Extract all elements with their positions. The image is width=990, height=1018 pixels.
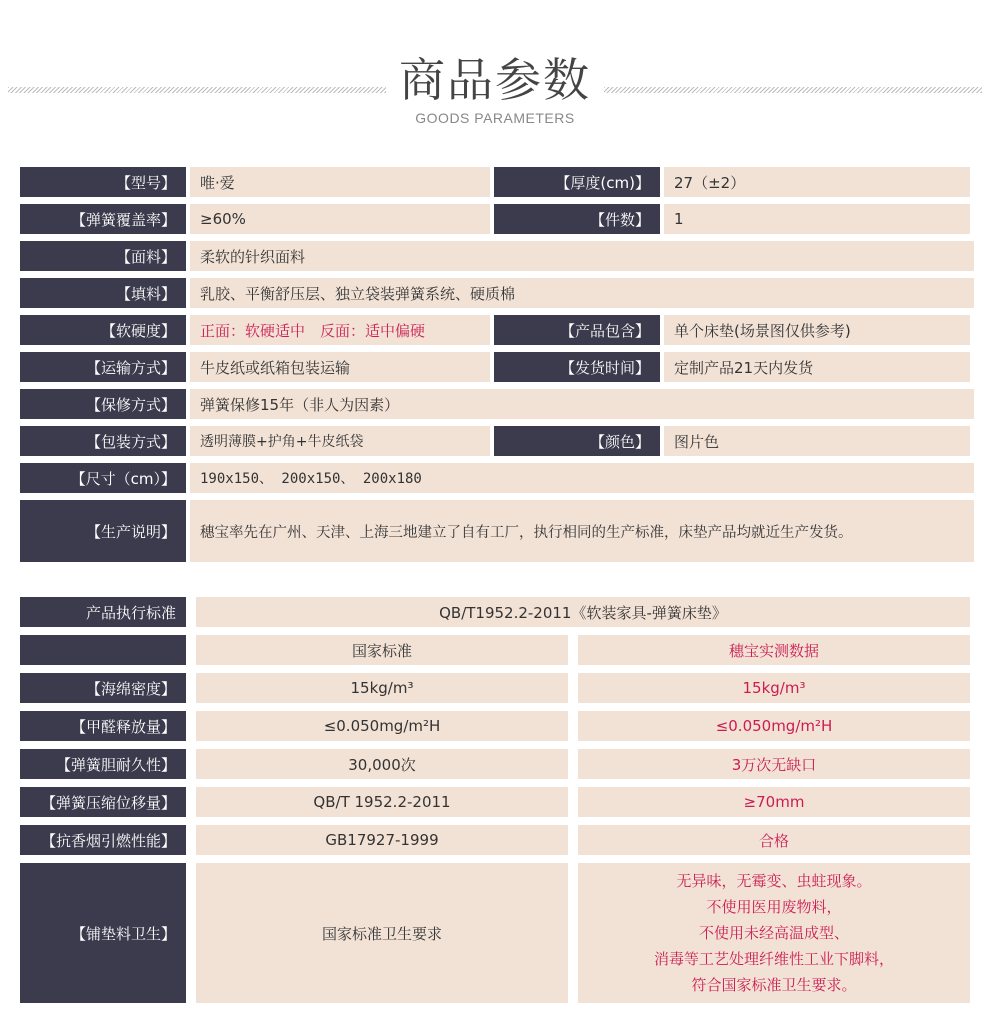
spec-row bbox=[20, 278, 970, 308]
filling-value: 乳胶、平衡舒压层、独立袋装弹簧系统、硬质棉 bbox=[190, 278, 974, 308]
hygiene-line: 无异味，无霉变、虫蛀现象。 bbox=[676, 872, 872, 890]
fabric-label: 【面料】 bbox=[20, 241, 186, 271]
spec-row bbox=[20, 352, 970, 382]
exec-standard-label: 产品执行标准 bbox=[20, 597, 186, 627]
measured-value: 3万次无缺口 bbox=[578, 749, 970, 779]
pieces-label: 【件数】 bbox=[494, 204, 660, 234]
model-label: 【型号】 bbox=[20, 167, 186, 197]
hygiene-label: 【铺垫料卫生】 bbox=[20, 863, 186, 1003]
hygiene-line: 符合国家标准卫生要求。 bbox=[691, 976, 857, 994]
fabric-value: 柔软的针织面料 bbox=[190, 241, 974, 271]
national-standard-header: 国家标准 bbox=[196, 635, 568, 665]
decorative-line-left bbox=[8, 87, 386, 93]
table-row bbox=[20, 711, 970, 741]
page-header bbox=[0, 0, 990, 140]
exec-standard-value: QB/T1952.2-2011《软装家具-弹簧床垫》 bbox=[196, 597, 970, 627]
firmness-value: 正面：软硬适中 反面：适中偏硬 bbox=[190, 315, 490, 345]
row-label: 【抗香烟引燃性能】 bbox=[20, 825, 186, 855]
hygiene-line: 不使用未经高温成型、 bbox=[698, 924, 849, 942]
national-value: 15kg/m³ bbox=[196, 673, 568, 703]
measured-value: ≥70mm bbox=[578, 787, 970, 817]
spec-row bbox=[20, 389, 970, 419]
spec-row bbox=[20, 426, 970, 456]
size-label: 【尺寸（cm）】 bbox=[20, 463, 186, 493]
column-header-row bbox=[20, 635, 970, 665]
measured-value: 15kg/m³ bbox=[578, 673, 970, 703]
row-label: 【弹簧胆耐久性】 bbox=[20, 749, 186, 779]
warranty-value: 弹簧保修15年（非人为因素） bbox=[190, 389, 974, 419]
shipping-value: 牛皮纸或纸箱包装运输 bbox=[190, 352, 490, 382]
exec-standard-row bbox=[20, 597, 970, 627]
pieces-value: 1 bbox=[664, 204, 970, 234]
page-title: 商品参数 bbox=[399, 53, 591, 107]
thickness-value: 27（±2） bbox=[664, 167, 970, 197]
spec-row bbox=[20, 500, 970, 562]
hygiene-measured-value bbox=[578, 863, 970, 1003]
color-label: 【颜色】 bbox=[494, 426, 660, 456]
measured-value: 合格 bbox=[578, 825, 970, 855]
row-label: 【弹簧压缩位移量】 bbox=[20, 787, 186, 817]
blank-header-cell bbox=[20, 635, 186, 665]
thickness-label: 【厚度(cm)】 bbox=[494, 167, 660, 197]
shipping-label: 【运输方式】 bbox=[20, 352, 186, 382]
measured-value: ≤0.050mg/m²H bbox=[578, 711, 970, 741]
spec-row bbox=[20, 241, 970, 271]
model-value: 唯·爱 bbox=[190, 167, 490, 197]
national-value: 30,000次 bbox=[196, 749, 568, 779]
package-label: 【产品包含】 bbox=[494, 315, 660, 345]
table-row bbox=[20, 673, 970, 703]
packing-value: 透明薄膜+护角+牛皮纸袋 bbox=[190, 426, 490, 456]
package-value: 单个床垫(场景图仅供参考) bbox=[664, 315, 970, 345]
hygiene-line: 消毒等工艺处理纤维性工业下脚料， bbox=[653, 950, 894, 968]
size-value: 190x150、 200x150、 200x180 bbox=[190, 463, 974, 493]
spec-row bbox=[20, 167, 970, 197]
decorative-line-right bbox=[604, 87, 982, 93]
table-row bbox=[20, 749, 970, 779]
filling-label: 【填料】 bbox=[20, 278, 186, 308]
delivery-value: 定制产品21天内发货 bbox=[664, 352, 970, 382]
table-row bbox=[20, 825, 970, 855]
hygiene-row bbox=[20, 863, 970, 1003]
coverage-label: 【弹簧覆盖率】 bbox=[20, 204, 186, 234]
row-label: 【甲醛释放量】 bbox=[20, 711, 186, 741]
national-value: GB17927-1999 bbox=[196, 825, 568, 855]
row-label: 【海绵密度】 bbox=[20, 673, 186, 703]
measured-data-header: 穗宝实测数据 bbox=[578, 635, 970, 665]
page-subtitle: GOODS PARAMETERS bbox=[415, 110, 575, 126]
national-value: QB/T 1952.2-2011 bbox=[196, 787, 568, 817]
production-label: 【生产说明】 bbox=[20, 500, 186, 562]
standards-table bbox=[20, 597, 970, 1011]
spec-row bbox=[20, 204, 970, 234]
spec-row bbox=[20, 463, 970, 493]
coverage-value: ≥60% bbox=[190, 204, 490, 234]
warranty-label: 【保修方式】 bbox=[20, 389, 186, 419]
production-value: 穗宝率先在广州、天津、上海三地建立了自有工厂，执行相同的生产标准，床垫产品均就近生产发货。 bbox=[190, 500, 974, 562]
national-value: ≤0.050mg/m²H bbox=[196, 711, 568, 741]
hygiene-national-value: 国家标准卫生要求 bbox=[196, 863, 568, 1003]
color-value: 图片色 bbox=[664, 426, 970, 456]
product-spec-table bbox=[20, 167, 970, 569]
table-row bbox=[20, 787, 970, 817]
delivery-label: 【发货时间】 bbox=[494, 352, 660, 382]
firmness-label: 【软硬度】 bbox=[20, 315, 186, 345]
spec-row bbox=[20, 315, 970, 345]
packing-label: 【包装方式】 bbox=[20, 426, 186, 456]
hygiene-line: 不使用医用废物料， bbox=[706, 898, 842, 916]
